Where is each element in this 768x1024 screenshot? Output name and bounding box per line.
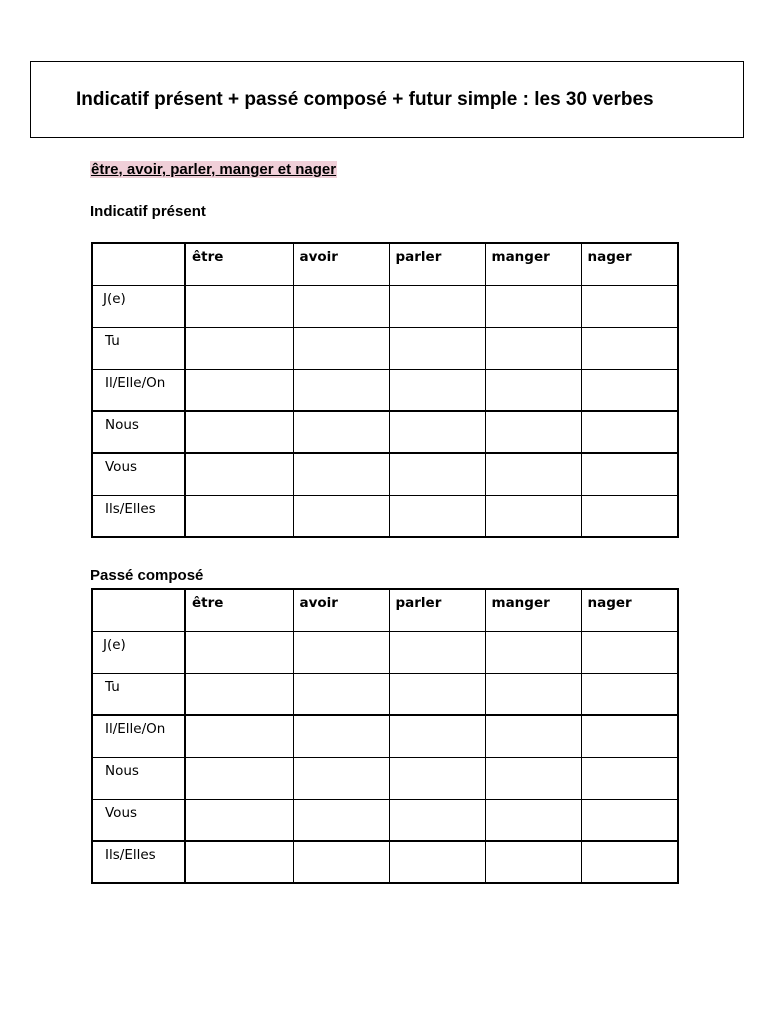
answer-cell[interactable] [485, 757, 581, 799]
table-row [92, 453, 678, 495]
answer-cell[interactable] [389, 799, 485, 841]
answer-cell[interactable] [185, 453, 293, 495]
answer-cell[interactable] [389, 285, 485, 327]
answer-cell[interactable] [389, 369, 485, 411]
answer-cell[interactable] [389, 411, 485, 453]
answer-cell[interactable] [581, 285, 678, 327]
pronoun-cell: J(e) [92, 631, 185, 673]
header-cell-empty [92, 589, 185, 631]
answer-cell[interactable] [389, 495, 485, 537]
answer-cell[interactable] [185, 715, 293, 757]
pronoun-cell: J(e) [92, 285, 185, 327]
answer-cell[interactable] [485, 285, 581, 327]
answer-cell[interactable] [185, 799, 293, 841]
table-row [92, 673, 678, 715]
answer-cell[interactable] [581, 453, 678, 495]
table-row [92, 495, 678, 537]
answer-cell[interactable] [293, 369, 389, 411]
answer-cell[interactable] [185, 673, 293, 715]
pronoun-cell: Ils/Elles [92, 841, 185, 883]
answer-cell[interactable] [581, 673, 678, 715]
pronoun-cell: Il/Elle/On [92, 715, 185, 757]
answer-cell[interactable] [581, 631, 678, 673]
table-row [92, 285, 678, 327]
answer-cell[interactable] [485, 327, 581, 369]
header-cell-nager: nager [581, 243, 678, 285]
table-row [92, 631, 678, 673]
answer-cell[interactable] [185, 411, 293, 453]
header-cell-parler: parler [389, 243, 485, 285]
answer-cell[interactable] [293, 631, 389, 673]
table-row [92, 757, 678, 799]
answer-cell[interactable] [581, 495, 678, 537]
pronoun-cell: Nous [92, 757, 185, 799]
table-header-row [92, 243, 678, 285]
answer-cell[interactable] [485, 369, 581, 411]
title-box [30, 61, 744, 138]
answer-cell[interactable] [485, 799, 581, 841]
header-cell-avoir: avoir [293, 243, 389, 285]
answer-cell[interactable] [389, 327, 485, 369]
table-row [92, 799, 678, 841]
answer-cell[interactable] [293, 715, 389, 757]
header-cell-etre: être [185, 243, 293, 285]
answer-cell[interactable] [581, 411, 678, 453]
answer-cell[interactable] [293, 285, 389, 327]
section-heading-passe-compose: Passé composé [90, 567, 204, 584]
section-heading-indicatif-present: Indicatif présent [90, 203, 206, 220]
conjugation-table-present [91, 242, 679, 538]
answer-cell[interactable] [485, 673, 581, 715]
answer-cell[interactable] [185, 757, 293, 799]
header-cell-etre: être [185, 589, 293, 631]
table-row [92, 369, 678, 411]
header-cell-nager: nager [581, 589, 678, 631]
conjugation-table-passe-compose [91, 588, 679, 884]
answer-cell[interactable] [185, 327, 293, 369]
pronoun-cell: Vous [92, 453, 185, 495]
answer-cell[interactable] [293, 841, 389, 883]
answer-cell[interactable] [389, 453, 485, 495]
answer-cell[interactable] [293, 757, 389, 799]
pronoun-cell: Nous [92, 411, 185, 453]
answer-cell[interactable] [293, 673, 389, 715]
pronoun-cell: Il/Elle/On [92, 369, 185, 411]
answer-cell[interactable] [293, 327, 389, 369]
header-cell-empty [92, 243, 185, 285]
answer-cell[interactable] [581, 327, 678, 369]
answer-cell[interactable] [389, 757, 485, 799]
answer-cell[interactable] [581, 715, 678, 757]
pronoun-cell: Ils/Elles [92, 495, 185, 537]
answer-cell[interactable] [293, 799, 389, 841]
answer-cell[interactable] [389, 715, 485, 757]
answer-cell[interactable] [185, 631, 293, 673]
answer-cell[interactable] [389, 631, 485, 673]
page-title: Indicatif présent + passé composé + futur simple : les 30 verbes [76, 89, 654, 110]
header-cell-manger: manger [485, 243, 581, 285]
subtitle-verb-list: être, avoir, parler, manger et nager [91, 161, 337, 178]
header-cell-avoir: avoir [293, 589, 389, 631]
answer-cell[interactable] [581, 799, 678, 841]
pronoun-cell: Tu [92, 327, 185, 369]
header-cell-parler: parler [389, 589, 485, 631]
answer-cell[interactable] [185, 285, 293, 327]
answer-cell[interactable] [185, 841, 293, 883]
answer-cell[interactable] [485, 841, 581, 883]
pronoun-cell: Tu [92, 673, 185, 715]
answer-cell[interactable] [293, 411, 389, 453]
answer-cell[interactable] [389, 841, 485, 883]
answer-cell[interactable] [581, 841, 678, 883]
answer-cell[interactable] [485, 631, 581, 673]
header-cell-manger: manger [485, 589, 581, 631]
answer-cell[interactable] [581, 369, 678, 411]
answer-cell[interactable] [485, 495, 581, 537]
table-row [92, 715, 678, 757]
table-row [92, 841, 678, 883]
pronoun-cell: Vous [92, 799, 185, 841]
table-row [92, 411, 678, 453]
answer-cell[interactable] [389, 673, 485, 715]
answer-cell[interactable] [485, 411, 581, 453]
answer-cell[interactable] [293, 453, 389, 495]
answer-cell[interactable] [185, 495, 293, 537]
answer-cell[interactable] [485, 715, 581, 757]
answer-cell[interactable] [485, 453, 581, 495]
answer-cell[interactable] [581, 757, 678, 799]
table-row [92, 327, 678, 369]
answer-cell[interactable] [185, 369, 293, 411]
answer-cell[interactable] [293, 495, 389, 537]
table-header-row [92, 589, 678, 631]
